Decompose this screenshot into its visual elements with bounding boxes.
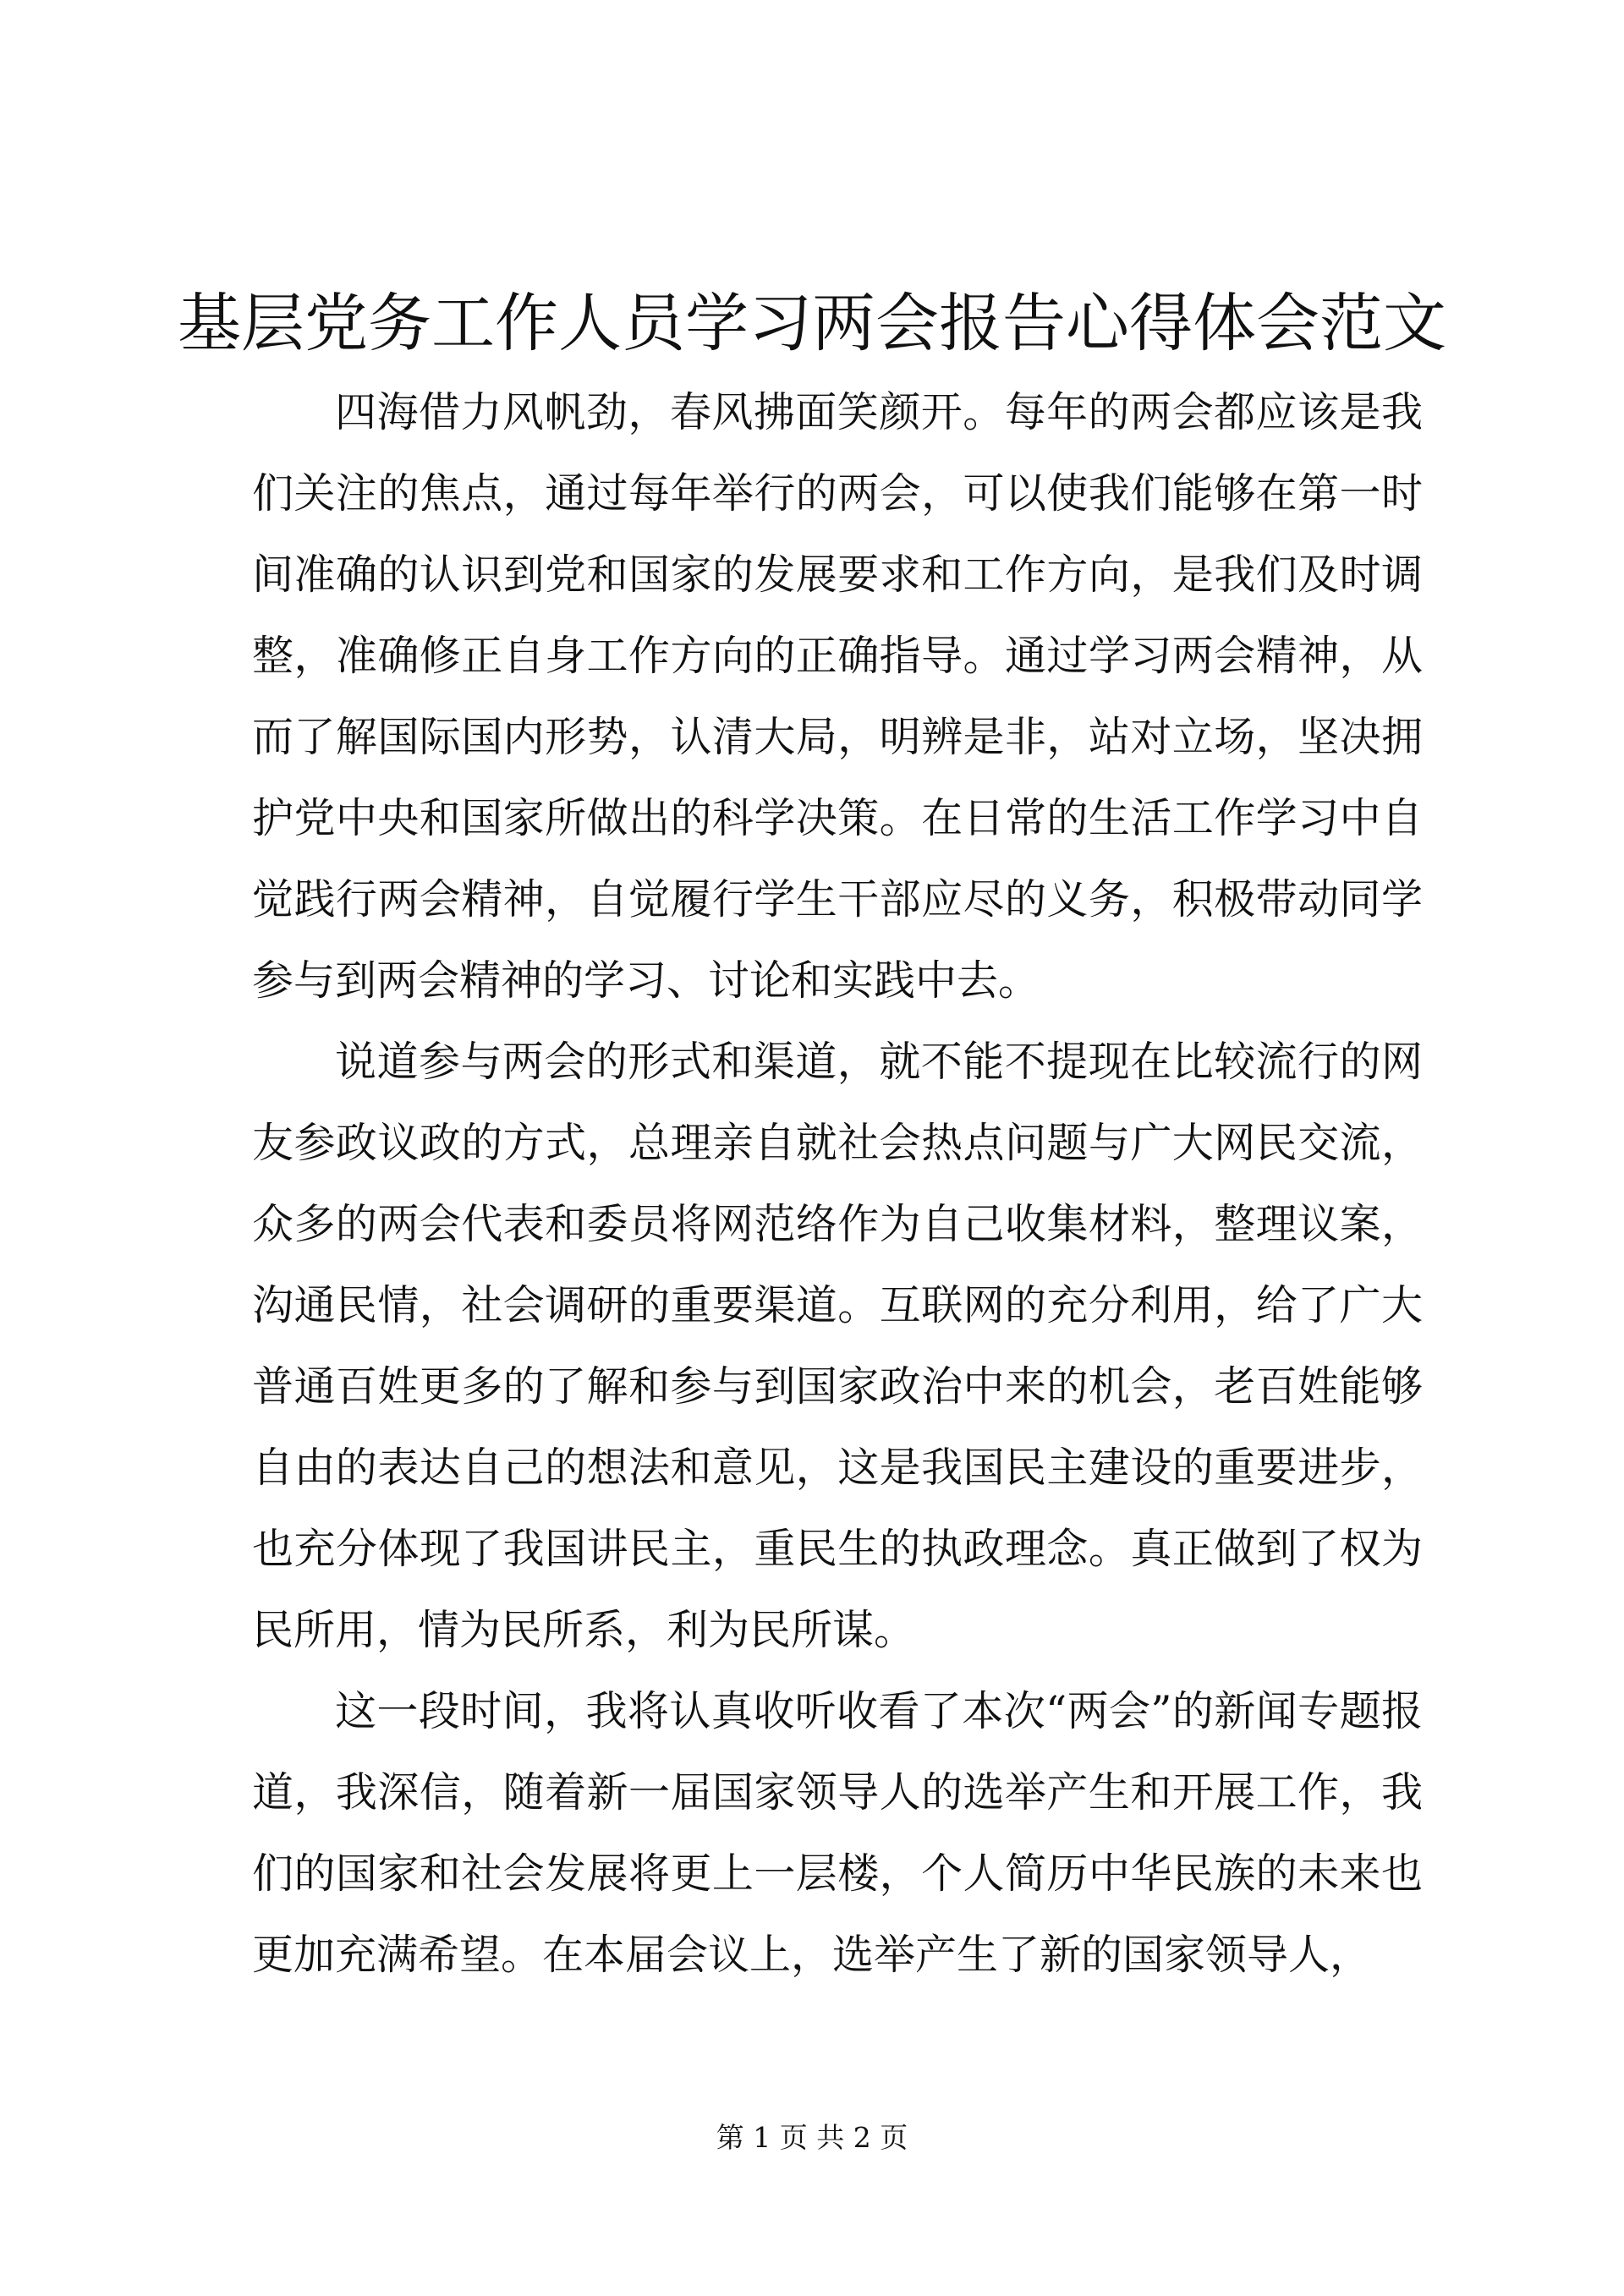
document-body: [252, 372, 1423, 1996]
page-number-label: 第 1 页 共 2 页: [716, 2121, 908, 2154]
page-footer: [0, 2121, 1624, 2155]
document-title: 基层党务工作人员学习两会报告心得体会范文: [177, 286, 1446, 360]
paragraph-2: 说道参与两会的形式和渠道，就不能不提现在比较流行的网友参政议政的方式，总理亲自就社会热点问题与广大网民交流，众多的两会代表和委员将网范络作为自己收集材料，整理议案，沟通民情，社会调研的重要渠道。互联网的充分利用，给了广大普通百姓更多的了解和参与到国家政治中来的机会，老百姓能够自由的表达自己的想法和意见，这是我国民主建设的重要进步，也充分体现了我国讲民主，重民生的执政理念。真正做到了权为民所用，情为民所系，利为民所谋。: [252, 1038, 1423, 1654]
paragraph-3: 这一段时间，我将认真收听收看了本次“两会”的新闻专题报道，我深信，随着新一届国家领导人的选举产生和开展工作，我们的国家和社会发展将更上一层楼，个人简历中华民族的未来也更加充满希望。在本届会议上，选举产生了新的国家领导人，: [252, 1687, 1423, 1979]
paragraph-1: 四海借力风帆劲，春风拂面笑颜开。每年的两会都应该是我们关注的焦点，通过每年举行的两会，可以使我们能够在第一时间准确的认识到党和国家的发展要求和工作方向，是我们及时调整，准确修正自身工作方向的正确指导。通过学习两会精神，从而了解国际国内形势，认清大局，明辨是非，站对立场，坚决拥护党中央和国家所做出的科学决策。在日常的生活工作学习中自觉践行两会精神，自觉履行学生干部应尽的义务，积极带动同学参与到两会精神的学习、讨论和实践中去。: [252, 388, 1423, 1005]
